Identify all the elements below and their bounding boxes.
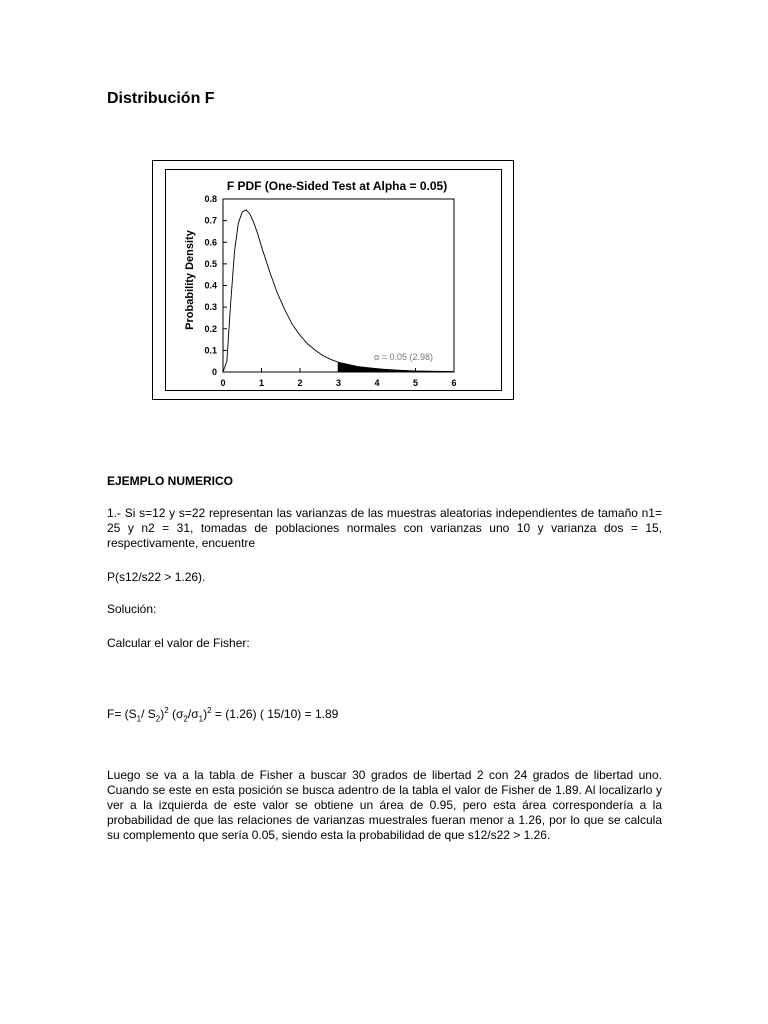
formula-sub: 2 [183,714,188,724]
formula-part: / S [141,707,156,721]
x-tick-label: 6 [451,378,457,388]
x-tick-label: 3 [335,378,342,388]
x-tick-label: 0 [220,378,226,388]
f-pdf-chart [166,170,501,390]
plot-area [223,199,454,372]
formula-part: = (1.26) ( 15/10) = 1.89 [211,707,339,721]
formula-sub: 2 [155,714,161,724]
chart-panel [165,169,502,391]
formula [107,703,662,726]
formula-part: (σ [168,707,184,721]
y-tick-label: 0.8 [204,194,217,204]
x-tick-label: 4 [374,378,380,388]
paragraph-2: P(s12/s22 > 1.26). [107,570,206,584]
x-tick-label: 2 [297,378,303,388]
paragraph-5: Luego se va a la tabla de Fisher a buscar 30 grados de libertad 2 con 24 grados de libertad uno. Cuando se este en esta posición se busca adentro de la tabla el valor de Fisher de 1.89. Al localizarlo y ver a la izquierda de este valor se obtiene un área de 0.95, pero esta área correspondería a la probabilidad de que las relaciones de varianzas muestrales fueran menor a 1.26, por lo que se calcula su complemento que sería 0.05, siendo esta la probabilidad de que s12/s22 > 1.26. [107,768,662,842]
formula-sup: 2 [164,706,169,715]
y-tick-label: 0.6 [204,237,217,248]
y-tick-label: 0.3 [204,302,217,313]
paragraph-1: 1.- Si s=12 y s=22 representan las varianzas de las muestras aleatorias independientes de tamaño n1= 25 y n2 = 31, tomadas de poblaciones normales con varianzas uno 10 y varianza dos = 15, respectivamente, encuentre [107,506,662,550]
y-tick-label: 0.5 [204,258,217,269]
formula-part: /σ [187,707,199,721]
formula-sub: 1 [136,714,142,724]
y-tick-label: 0.1 [204,345,217,356]
formula-part: ) [203,707,208,721]
page-title: Distribución F [107,90,215,107]
x-tick-label: 5 [412,378,419,388]
formula-sup: 2 [207,706,212,715]
y-tick-label: 0.2 [204,323,217,334]
alpha-annotation: α = 0.05 (2.98) [374,352,433,362]
y-tick-label: 0.4 [204,280,217,291]
formula-sub: 1 [198,714,204,724]
x-tick-label: 1 [258,378,265,388]
y-tick-label: 0 [211,367,217,377]
y-axis-label: Probability Density [184,230,196,330]
formula-part: ) [160,707,165,721]
paragraph-4: Calcular el valor de Fisher: [107,636,250,650]
section-heading: EJEMPLO NUMERICO [107,474,234,488]
figure-frame [152,160,514,400]
paragraph-3: Solución: [107,602,157,616]
chart-title: F PDF (One-Sided Test at Alpha = 0.05) [226,179,448,193]
y-tick-label: 0.7 [204,215,217,226]
formula-part: F= (S [107,707,137,721]
